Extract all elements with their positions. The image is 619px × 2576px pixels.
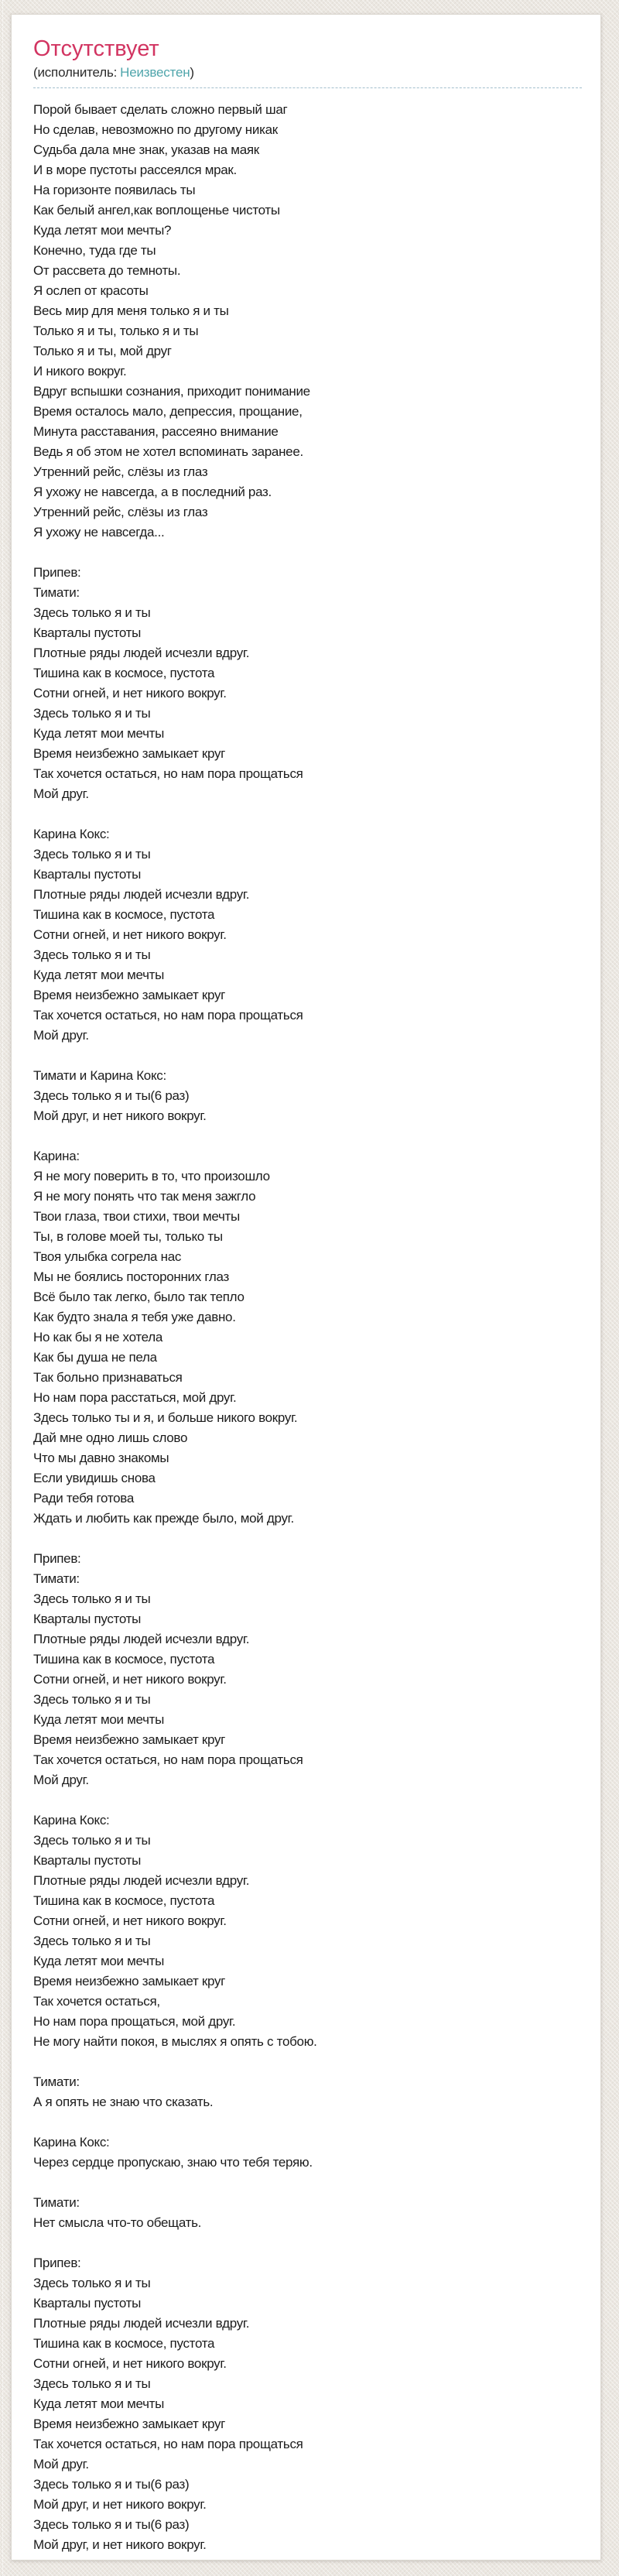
lyric-line: Утренний рейс, слёзы из глаз [33,505,208,519]
lyric-line: Здесь только я и ты [33,1934,151,1948]
lyric-line: Тишина как в космосе, пустота [33,2336,215,2351]
lyric-line: Конечно, туда где ты [33,243,156,258]
lyric-line: Здесь только я и ты(6 раз) [33,2477,190,2492]
lyric-line: Но как бы я не хотела [33,1330,163,1345]
lyric-line: Здесь только я и ты [33,1591,151,1606]
lyric-line: Но нам пора расстаться, мой друг. [33,1390,237,1405]
lyric-line: Тимати и Карина Кокс: [33,1068,166,1083]
stanza [33,2193,582,2233]
lyric-line: Порой бывает сделать сложно первый шаг [33,102,288,117]
lyric-line: Плотные ряды людей исчезли вдруг. [33,1873,250,1888]
lyric-line: Время неизбежно замыкает круг [33,746,226,761]
lyric-line: Здесь только я и ты [33,605,151,620]
lyric-line: Кварталы пустоты [33,1853,142,1868]
lyric-line: Куда летят мои мечты [33,2396,165,2411]
artist-line [33,64,582,81]
lyric-line: Куда летят мои мечты? [33,223,172,238]
lyric-line: Не могу найти покоя, в мыслях я опять с тобою. [33,2034,317,2049]
lyric-line: Так хочется остаться, но нам пора прощаться [33,1752,303,1767]
lyric-line: Сотни огней, и нет никого вокруг. [33,686,227,701]
lyric-line: Как будто знала я тебя уже давно. [33,1310,236,1324]
lyric-line: Сотни огней, и нет никого вокруг. [33,1913,227,1928]
lyric-line: Всё было так легко, было так тепло [33,1290,245,1304]
lyric-line: Карина: [33,1149,80,1163]
lyrics [33,100,582,2555]
lyric-line: Куда летят мои мечты [33,1712,165,1727]
lyric-line: Здесь только я и ты [33,1692,151,1707]
lyric-line: Так хочется остаться, но нам пора прощаться [33,1008,303,1023]
lyric-line: Сотни огней, и нет никого вокруг. [33,927,227,942]
stanza [33,2132,582,2173]
lyric-line: Мой друг, и нет никого вокруг. [33,1108,207,1123]
lyric-line: Мой друг, и нет никого вокруг. [33,2537,207,2552]
stanza [33,2072,582,2112]
lyric-line: Плотные ряды людей исчезли вдруг. [33,2316,250,2331]
lyric-line: Я не могу понять что так меня зажгло [33,1189,256,1204]
lyric-line: Куда летят мои мечты [33,1954,165,1968]
lyrics-card-content [12,15,600,2555]
lyric-line: Тимати: [33,1571,80,1586]
lyric-line: Плотные ряды людей исчезли вдруг. [33,887,250,902]
lyric-line: Время неизбежно замыкает круг [33,1732,226,1747]
lyric-line: Время осталось мало, депрессия, прощание, [33,404,303,419]
lyric-line: Припев: [33,565,81,580]
lyric-line: Тишина как в космосе, пустота [33,907,215,922]
lyric-line: Тишина как в космосе, пустота [33,666,215,680]
lyric-line: Только я и ты, только я и ты [33,324,199,338]
page-title: Отсутствует [33,36,159,61]
lyric-line: Карина Кокс: [33,1813,110,1828]
lyric-line: Карина Кокс: [33,2135,110,2150]
lyric-line: Как бы душа не пела [33,1350,157,1365]
lyric-line: От рассвета до темноты. [33,263,181,278]
lyric-line: Мой друг, и нет никого вокруг. [33,2497,207,2512]
lyric-line: Дай мне одно лишь слово [33,1430,188,1445]
lyric-line: Как белый ангел,как воплощенье чистоты [33,203,280,218]
lyric-line: Карина Кокс: [33,827,110,841]
lyric-line: Здесь только я и ты(6 раз) [33,2517,190,2532]
lyric-line: Так хочется остаться, но нам пора прощаться [33,2437,303,2451]
lyric-line: Припев: [33,1551,81,1566]
lyric-line: Я ослеп от красоты [33,283,149,298]
lyric-line: Куда летят мои мечты [33,968,165,982]
lyric-line: Так хочется остаться, [33,1994,160,2009]
lyric-line: Ты, в голове моей ты, только ты [33,1229,223,1244]
lyric-line: Тишина как в космосе, пустота [33,1893,215,1908]
lyric-line: Здесь только я и ты [33,847,151,862]
lyric-line: Ради тебя готова [33,1491,134,1506]
lyric-line: Тимати: [33,2195,80,2210]
lyric-line: Я не могу поверить в то, что произошло [33,1169,270,1184]
lyric-line: Так больно признаваться [33,1370,183,1385]
lyric-line: Плотные ряды людей исчезли вдруг. [33,1632,250,1646]
lyric-line: Кварталы пустоты [33,867,142,882]
lyric-line: Время неизбежно замыкает круг [33,1974,226,1989]
lyric-line: Твои глаза, твои стихи, твои мечты [33,1209,240,1224]
lyric-line: Весь мир для меня только я и ты [33,303,229,318]
lyrics-card [11,14,601,2561]
stanza [33,2253,582,2555]
stanza [33,824,582,1046]
lyric-line: И никого вокруг. [33,364,127,379]
stanza [33,563,582,804]
dotted-separator [33,87,582,88]
lyric-line: Нет смысла что-то обещать. [33,2215,202,2230]
lyric-line: Твоя улыбка согрела нас [33,1249,182,1264]
lyric-line: Только я и ты, мой друг [33,344,172,358]
lyric-line: Сотни огней, и нет никого вокруг. [33,2356,227,2371]
lyric-line: Я ухожу не навсегда... [33,525,165,540]
lyric-line: Здесь только я и ты [33,1833,151,1848]
lyric-line: Плотные ряды людей исчезли вдруг. [33,646,250,660]
lyric-line: Я ухожу не навсегда, а в последний раз. [33,485,272,499]
lyric-line: Ведь я об этом не хотел вспоминать заранее. [33,444,303,459]
lyric-line: Мой друг. [33,2457,89,2472]
lyric-line: Сотни огней, и нет никого вокруг. [33,1672,227,1687]
lyric-line: Судьба дала мне знак, указав на маяк [33,142,259,157]
lyric-line: Так хочется остаться, но нам пора прощаться [33,766,303,781]
lyric-line: Но сделав, невозможно по другому никак [33,122,278,137]
lyric-line: Здесь только я и ты [33,2276,151,2290]
stanza [33,1066,582,1126]
lyric-line: А я опять не знаю что сказать. [33,2095,214,2109]
lyric-line: Что мы давно знакомы [33,1451,169,1465]
lyric-line: Тимати: [33,585,80,600]
lyric-line: Кварталы пустоты [33,1612,142,1626]
artist-label-close: ) [190,65,194,80]
lyric-line: Мой друг. [33,1773,89,1787]
lyric-line: Через сердце пропускаю, знаю что тебя теряю. [33,2155,313,2170]
stanza [33,100,582,543]
lyric-line: Время неизбежно замыкает круг [33,988,226,1002]
stanza [33,1810,582,2052]
stanza [33,1146,582,1529]
stanza [33,1549,582,1790]
lyric-line: Кварталы пустоты [33,2296,142,2311]
edge-stitch-line [2,0,3,2576]
lyric-line: Если увидишь снова [33,1471,156,1485]
lyric-line: На горизонте появилась ты [33,183,196,197]
lyric-line: Но нам пора прощаться, мой друг. [33,2014,236,2029]
lyric-line: Здесь только ты и я, и больше никого вокруг. [33,1410,298,1425]
lyric-line: Мой друг. [33,786,89,801]
lyric-line: Припев: [33,2256,81,2270]
lyric-line: Здесь только я и ты [33,2376,151,2391]
lyric-line: Мой друг. [33,1028,89,1043]
lyric-line: Здесь только я и ты [33,706,151,721]
lyric-line: Здесь только я и ты(6 раз) [33,1088,190,1103]
lyric-line: Вдруг вспышки сознания, приходит понимание [33,384,310,399]
lyric-line: Тишина как в космосе, пустота [33,1652,215,1667]
lyric-line: Ждать и любить как прежде было, мой друг. [33,1511,294,1526]
lyric-line: Минута расставания, рассеяно внимание [33,424,279,439]
lyric-line: И в море пустоты рассеялся мрак. [33,163,237,177]
lyric-line: Здесь только я и ты [33,947,151,962]
lyric-line: Куда летят мои мечты [33,726,165,741]
lyric-line: Тимати: [33,2074,80,2089]
lyric-line: Утренний рейс, слёзы из глаз [33,464,208,479]
lyric-line: Время неизбежно замыкает круг [33,2417,226,2431]
artist-label: (исполнитель: [33,65,118,80]
lyric-line: Кварталы пустоты [33,625,142,640]
lyric-line: Мы не боялись посторонних глаз [33,1269,229,1284]
artist-link[interactable]: Неизвестен [120,65,190,80]
